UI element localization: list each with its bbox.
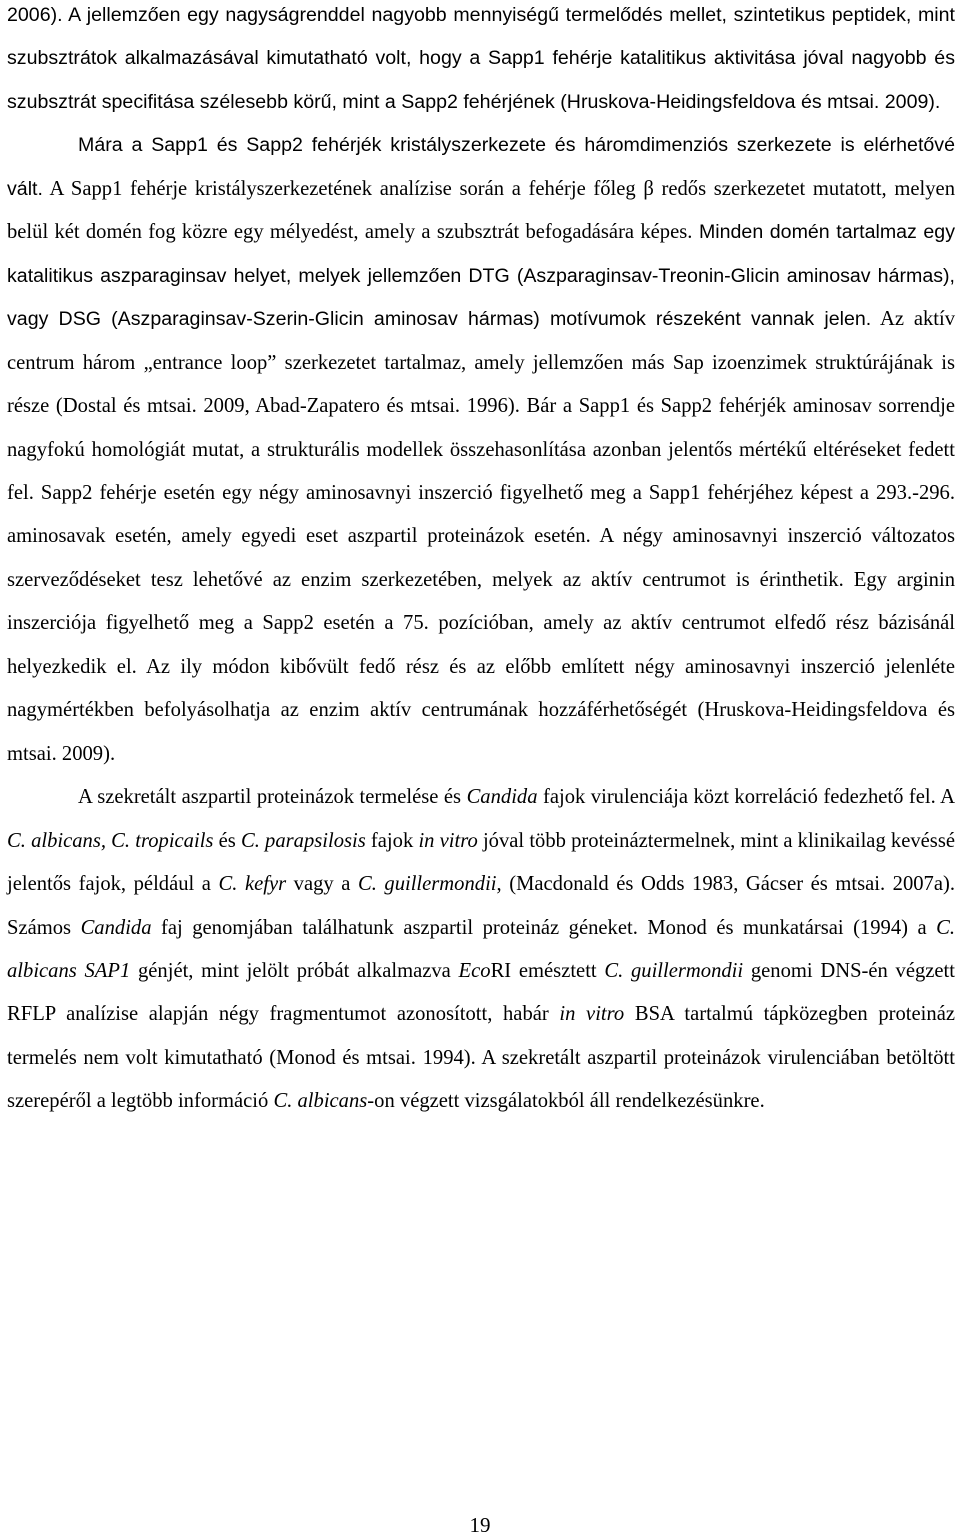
paragraph-2-sentence-3: Minden domén tartalmaz egy katalitikus aszparaginsav helyet, melyek jellemzően DTG (Aszparaginsav-Treonin-Glicin aminosav hármas), vagy DSG (Aszparaginsav-Szerin-Glicin aminosav hármas) motívumok részeként vannak jelen. — [7, 221, 955, 331]
paragraph-2-sentence-1: Mára a Sapp1 és Sapp2 fehérjék kristályszerkezete és háromdimenziós szerkezete is elérhetővé vált. — [7, 134, 955, 200]
paragraph-2-sentence-7: A négy aminosavnyi inszerció változatos szerveződéseket tesz lehetővé az enzim szerkezetében, melyek az aktív centrumot is érinthetik. — [7, 525, 955, 591]
paragraph-3-text: jóval több proteináztermelnek, mint a klinikailag kevéssé jelentős fajok, például a — [7, 829, 955, 896]
paragraph-3-text: , (Macdonald és Odds 1983, Gácser és mtsai. 2007a). Számos — [7, 873, 955, 939]
page-number: 19 — [469, 1513, 491, 1537]
paragraph-2-sentence-8: Egy arginin inszerciója figyelhető meg a Sapp2 esetén a 75. pozícióban, amely az aktív centrumot elfedő rész bázisánál helyezkedik el. — [7, 568, 955, 678]
document-page — [7, 0, 955, 1124]
paragraph-3-italic: C. guillermondii — [604, 959, 744, 982]
paragraph-3-italic: Eco — [458, 959, 491, 982]
paragraph-3-text: vagy a — [286, 873, 358, 896]
paragraph-2-sentence-4: Az aktív centrum három „entrance loop” szerkezetet tartalmaz, amely jellemzően más Sap izoenzimek struktúrájának is része (Dostal és mtsai. 2009, Abad-Zapatero és mtsai. 1996). — [7, 308, 955, 418]
paragraph-3 — [7, 776, 955, 1124]
paragraph-3-italic: C. albicans — [273, 1090, 368, 1113]
paragraph-3-text: fajok virulenciája közt korreláció fedezhető fel. A — [537, 786, 955, 809]
paragraph-2-sentence-9: Az ily módon kibővült fedő rész és az előbb említett négy aminosavnyi inszerció jelenléte nagymértékben befolyásolhatja az enzim aktív centrumának hozzáférhetőségét (Hruskova-Heidingsfeldova és mtsai. 2009). — [7, 655, 955, 765]
paragraph-2-sentence-6: Sapp2 fehérje esetén egy négy aminosavnyi inszerció figyelhető meg a Sapp1 fehérjéhez képest a 293.-296. aminosavak esetén, amely egyedi eset aszpartil proteinázok esetén. — [7, 481, 955, 548]
paragraph-3-italic: in vitro — [418, 829, 478, 852]
paragraph-3-italic: C. guillermondii — [357, 873, 497, 896]
paragraph-3-italic: C. kefyr — [218, 873, 287, 896]
paragraph-3-italic: C. parapsilosis — [240, 829, 366, 852]
paragraph-3-italic: in vitro — [559, 1003, 625, 1026]
paragraph-3-text: A szekretált aszpartil proteinázok termelése és — [78, 786, 467, 809]
paragraph-3-text: -on végzett vizsgálatokból áll rendelkezésünkre. — [367, 1090, 765, 1113]
paragraph-2-sentence-5: Bár a Sapp1 és Sapp2 fehérjék aminosav sorrendje nagyfokú homológiát mutat, a strukturális modellek összehasonlítása azonban jelentős mértékű eltéréseket fedett fel. — [7, 395, 956, 504]
paragraph-3-text: génjét, mint jelölt próbát alkalmazva — [130, 959, 459, 982]
paragraph-1: 2006). A jellemzően egy nagyságrenddel nagyobb mennyiségű termelődés mellet, szintetikus peptidek, mint szubsztrátok alkalmazásával kimutatható volt, hogy a Sapp1 fehérje katalitikus aktivitása jóval nagyobb és szubsztrát specifitása szélesebb körű, mint a Sapp2 fehérjének (Hruskova-Heidingsfeldova és mtsai. 2009). — [7, 4, 955, 113]
paragraph-3-italic: C. albicans, C. tropicails — [7, 829, 214, 852]
paragraph-2-sentence-2: A Sapp1 fehérje kristályszerkezetének analízise során a fehérje főleg β redős szerkezetet mutatott, melyen belül két domén fog közre egy mélyedést, amely a szubsztrát befogadására képes. — [7, 177, 955, 244]
paragraph-3-text: RI emésztett — [490, 959, 605, 982]
paragraph-3-text: genomi DNS-én végzett RFLP analízise alapján négy fragmentumot azonosított, habár — [7, 959, 956, 1026]
paragraph-3-italic: Candida — [80, 916, 152, 939]
paragraph-3-text: faj genomjában találhatunk aszpartil proteináz géneket. Monod és munkatársai (1994) a — [151, 916, 937, 939]
paragraph-3-italic: Candida — [466, 786, 538, 809]
paragraph-2 — [7, 124, 955, 776]
paragraph-3-text: és — [213, 829, 241, 852]
paragraph-3-text: fajok — [365, 829, 419, 852]
paragraph-3-italic: C. albicans SAP1 — [7, 916, 955, 982]
paragraph-3-text: BSA tartalmú tápközegben proteináz termelés nem volt kimutatható (Monod és mtsai. 1994). A szekretált aszpartil proteinázok virulenciában betöltött szerepéről a legtöbb információ — [7, 1003, 955, 1113]
